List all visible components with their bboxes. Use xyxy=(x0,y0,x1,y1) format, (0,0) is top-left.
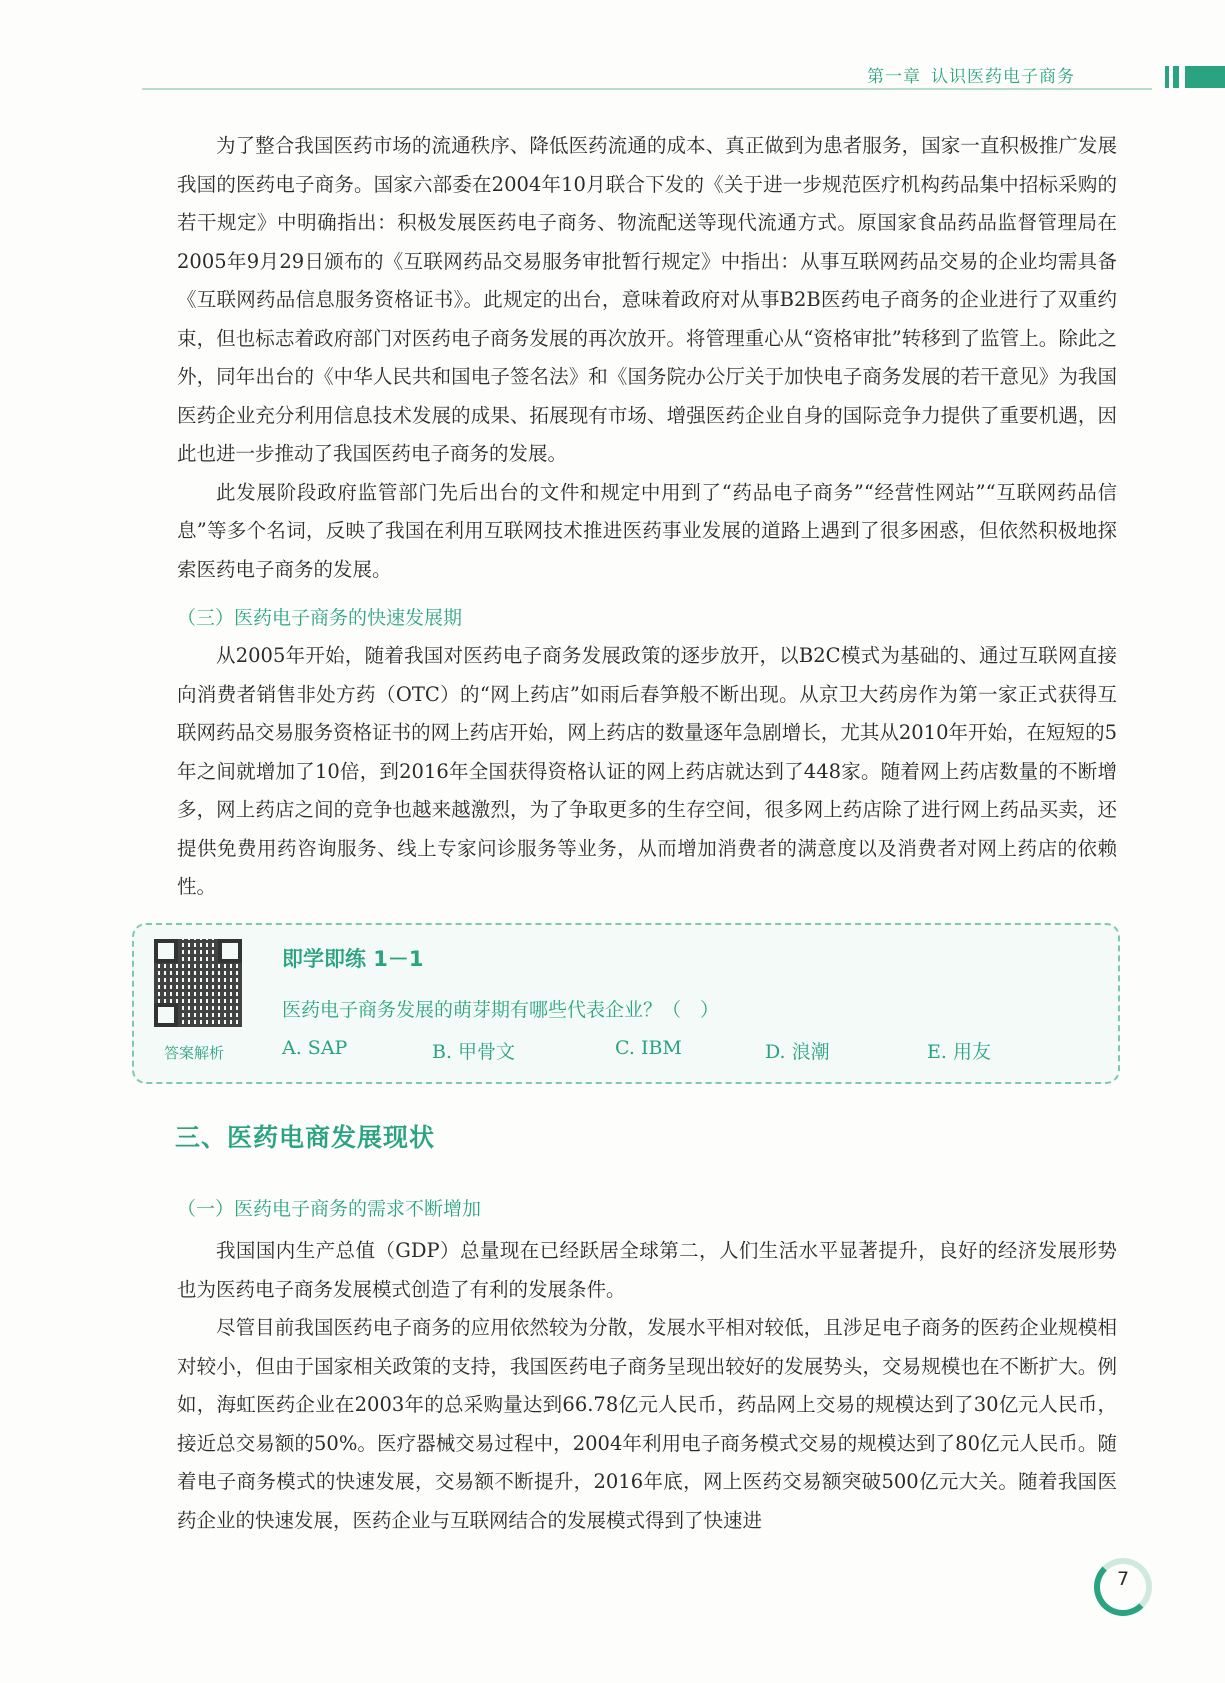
header-tab-mark xyxy=(1173,66,1179,88)
main-text-block xyxy=(177,127,1117,907)
header-tab-mark xyxy=(1165,66,1169,88)
option-b[interactable]: B. 甲骨文 xyxy=(432,1041,516,1063)
practice-box xyxy=(132,923,1120,1084)
chapter-title: 认识医药电子商务 xyxy=(931,67,1075,87)
paragraph: 从2005年开始，随着我国对医药电子商务发展政策的逐步放开，以B2C模式为基础的、通过互联网直接向消费者销售非处方药（OTC）的“网上药店”如雨后春笋般不断出现。从京卫大药房作为第一家正式获得互联网药品交易服务资格证书的网上药店开始，网上药店的数量逐年急剧增长，尤其从2010年开始，在短短的5年之间就增加了10倍，到2016年全国获得资格认证的网上药店就达到了448家。随着网上药店数量的不断增多，网上药店之间的竞争也越来越激烈，为了争取更多的生存空间，很多网上药店除了进行网上药品买卖，还提供免费用药咨询服务、线上专家问诊服务等业务，从而增加消费者的满意度以及消费者对网上药店的依赖性。 xyxy=(177,644,1117,898)
practice-title: 即学即练 1－1 xyxy=(282,947,424,971)
paragraph: 此发展阶段政府监管部门先后出台的文件和规定中用到了“药品电子商务”“经营性网站”“互联网药品信息”等多个名词，反映了我国在利用互联网技术推进医药事业发展的道路上遇到了很多困惑，但依然积极地探索医药电子商务的发展。 xyxy=(177,480,1117,581)
qr-caption: 答案解析 xyxy=(164,1044,225,1062)
paragraph: 尽管目前我国医药电子商务的应用依然较为分散，发展水平相对较低，且涉足电子商务的医药企业规模相对较小，但由于国家相关政策的支持，我国医药电子商务呈现出较好的发展势头，交易规模也在不断扩大。例如，海虹医药企业在2003年的总采购量达到66.78亿元人民币，药品网上交易的规模达到了30亿元人民币，接近总交易额的50%。医疗器械交易过程中，2004年利用电子商务模式交易的规模达到了80亿元人民币。随着电子商务模式的快速发展，交易额不断提升，2016年底，网上医药交易额突破500亿元大关。随着我国医药企业的快速发展，医药企业与互联网结合的发展模式得到了快速进 xyxy=(177,1316,1117,1532)
paragraph: 为了整合我国医药市场的流通秩序、降低医药流通的成本、真正做到为患者服务，国家一直积极推广发展我国的医药电子商务。国家六部委在2004年10月联合下发的《关于进一步规范医疗机构药品集中招标采购的若干规定》中明确指出：积极发展医药电子商务、物流配送等现代流通方式。原国家食品药品监督管理局在2005年9月29日颁布的《互联网药品交易服务审批暂行规定》中指出：从事互联网药品交易的企业均需具备《互联网药品信息服务资格证书》。此规定的出台，意味着政府对从事B2B医药电子商务的企业进行了双重约束，但也标志着政府部门对医药电子商务发展的再次放开。将管理重心从“资格审批”转移到了监管上。除此之外，同年出台的《中华人民共和国电子签名法》和《国务院办公厅关于加快电子商务发展的若干意见》为我国医药企业充分利用信息技术发展的成果、拓展现有市场、增强医药企业自身的国际竞争力提供了重要机遇，因此也进一步推动了我国医药电子商务的发展。 xyxy=(177,134,1117,465)
qr-finder xyxy=(154,1003,178,1027)
page-number: 7 xyxy=(1116,1568,1130,1590)
option-c[interactable]: C. IBM xyxy=(615,1037,682,1059)
section-heading: 三、医药电商发展现状 xyxy=(175,1123,436,1152)
practice-question: 医药电子商务发展的萌芽期有哪些代表企业？（ ） xyxy=(282,999,720,1021)
qr-code-icon[interactable] xyxy=(154,939,242,1027)
subsection-heading: （一）医药电子商务的需求不断增加 xyxy=(177,1198,482,1220)
option-a[interactable]: A. SAP xyxy=(282,1037,348,1059)
qr-finder xyxy=(154,939,178,963)
chapter-header xyxy=(857,62,1075,87)
chapter-label: 第一章 xyxy=(867,67,921,87)
option-e[interactable]: E. 用友 xyxy=(927,1041,991,1063)
qr-finder xyxy=(218,939,242,963)
section-text-block xyxy=(177,1190,1117,1540)
header-rule xyxy=(142,88,1152,90)
subsection-heading: （三）医药电子商务的快速发展期 xyxy=(177,607,463,629)
paragraph: 我国国内生产总值（GDP）总量现在已经跃居全球第二，人们生活水平显著提升，良好的经济发展形势也为医药电子商务发展模式创造了有利的发展条件。 xyxy=(177,1239,1117,1301)
header-tab-block xyxy=(1185,66,1225,88)
option-d[interactable]: D. 浪潮 xyxy=(765,1041,830,1063)
practice-options xyxy=(282,1037,1082,1064)
